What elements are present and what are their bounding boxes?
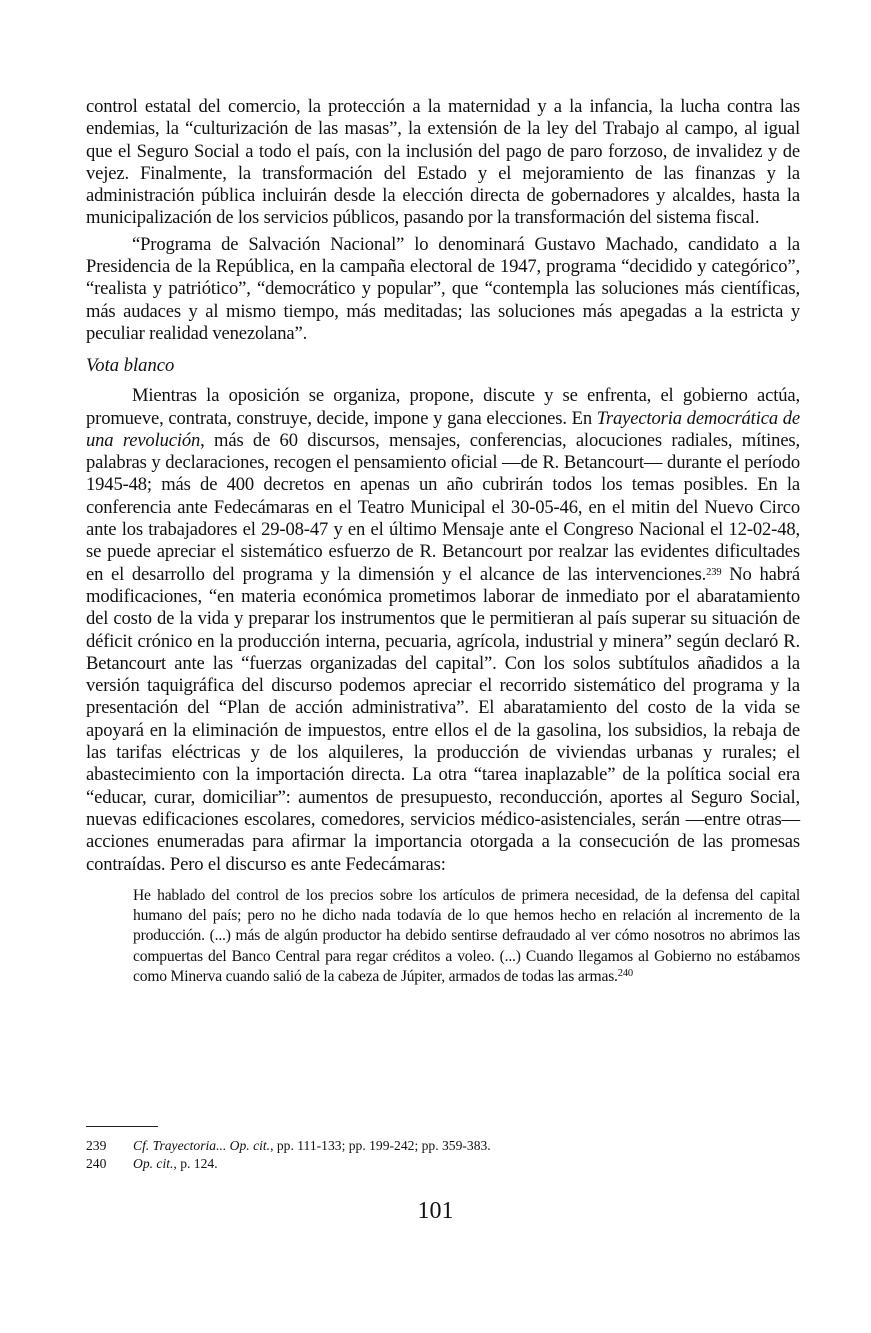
paragraph-1: control estatal del comercio, la protección a la maternidad y a la infancia, la lucha contra las endemias, la “culturización de las masas”, la extensión de la ley del Trabajo al campo, al igual que el Seguro Social a todo el país, con la inclusión del pago de paro forzoso, de invalidez y de vejez. Finalmente, la transformación del Estado y el mejoramiento de las finanzas y la administración pública incluirán desde la elección directa de gobernadores y alcaldes, hasta la municipalización de los servicios públicos, pasando por la transformación del sistema fiscal. (86, 96, 800, 229)
paragraph-2: “Programa de Salvación Nacional” lo denominará Gustavo Machado, candidato a la Presidencia de la República, en la campaña electoral de 1947, programa “decidido y categórico”, “realista y patriótico”, “democrático y popular”, que “contempla las soluciones más científicas, más audaces y al mismo tiempo, más meditadas; las soluciones más apegadas a la estricta y peculiar realidad venezolana”. (86, 233, 800, 344)
page-number: 101 (417, 1198, 454, 1224)
footnote-pages: , p. 124. (173, 1155, 218, 1171)
paragraph-3-text-b: , más de 60 discursos, mensajes, conferencias, alocuciones radiales, mítines, palabras y declaraciones, recogen el pensamiento oficial —de R. Betancourt— durante el período 1945-48; más de 400 decretos en apenas un año cubrirán todos los temas posibles. En la conferencia ante Fedecámaras en el Teatro Municipal el 30-05-46, en el mitin del Nuevo Circo ante los trabajadores el 29-08-47 y en el último Mensaje ante el Congreso Nacional el 12-02-48, se puede apreciar el sistemático esfuerzo de R. Betancourt por realzar las evidentes dificultades en el desarrollo del programa y la dimensión y el alcance de las intervenciones. (86, 429, 801, 585)
footnote-divider (86, 1126, 158, 1127)
block-quote-text: He hablado del control de los precios sobre los artículos de primera necesidad, de la defensa del capital humano del país; pero no he dicho nada todavía de lo que hemos hecho en relación al incremento de la producción. (...) más de algún productor ha debido sentirse defraudado al ver cómo nosotros no abrimos las compuertas del Banco Central para regar créditos a voleo. (...) Cuando llegamos al Gobierno no estábamos como Minerva cuando salió de la cabeza de Júpiter, armados de todas las armas. (133, 886, 800, 985)
paragraph-3-text-a: Mientras la oposición se organiza, propone, discute y se enfrenta, el gobierno actúa, promueve, contrata, construye, decide, impone y gana elecciones. En (86, 385, 800, 429)
footnote-pages: , pp. 111-133; pp. 199-242; pp. 359-383. (270, 1138, 491, 1153)
footnotes (86, 1137, 800, 1172)
footnote-number: 239 (86, 1138, 107, 1153)
footnote-239 (86, 1137, 800, 1155)
footnote-text (133, 1137, 491, 1155)
footnote-number: 240 (86, 1155, 107, 1171)
paragraph-3 (86, 385, 800, 876)
block-quote (133, 886, 800, 987)
footnote-ref-240[interactable]: 240 (617, 967, 633, 979)
paragraph-3-text-c: No habrá modificaciones, “en materia económica prometimos laborar de inmediato por el abaratamiento del costo de la vida y preparar los instrumentos que le permitieran al país superar su situación de déficit crónico en la producción interna, pecuaria, agrícola, industrial y minera” según declaró R. Betancourt ante las “fuerzas organizadas del capital”. Con los solos subtítulos añadidos a la versión taquigráfica del discurso podemos apreciar el recorrido sistemático del programa y la presentación del “Plan de acción administrativa”. El abaratamiento del costo de la vida se apoyará en la eliminación de impuestos, entre ellos el de la gasolina, los subsidios, la rebaja de las tarifas eléctricas y de los alquileres, la producción de viviendas urbanas y rurales; el abastecimiento con la importación directa. La otra “tarea inaplazable” de la política social era “educar, curar, domiciliar”: aumentos de presupuesto, reconducción, aportes al Seguro Social, nuevas edificaciones escolares, comedores, servicios médico-asistenciales, serán —entre otras— acciones enumeradas para afirmar la importancia otorgada a la consecución de las promesas contraídas. Pero el discurso es ante Fedecámaras: (86, 563, 800, 875)
footnote-240 (86, 1155, 800, 1173)
section-heading: Vota blanco (86, 355, 175, 377)
footnote-citation: Op. cit. (133, 1155, 174, 1171)
page-body (86, 96, 800, 987)
footnote-citation: Cf. Trayectoria... Op. cit. (133, 1138, 271, 1153)
book-title: Trayectoria democrática de una revolución (86, 407, 801, 451)
footnote-text (133, 1155, 218, 1173)
footnote-ref-239[interactable]: 239 (706, 566, 722, 578)
